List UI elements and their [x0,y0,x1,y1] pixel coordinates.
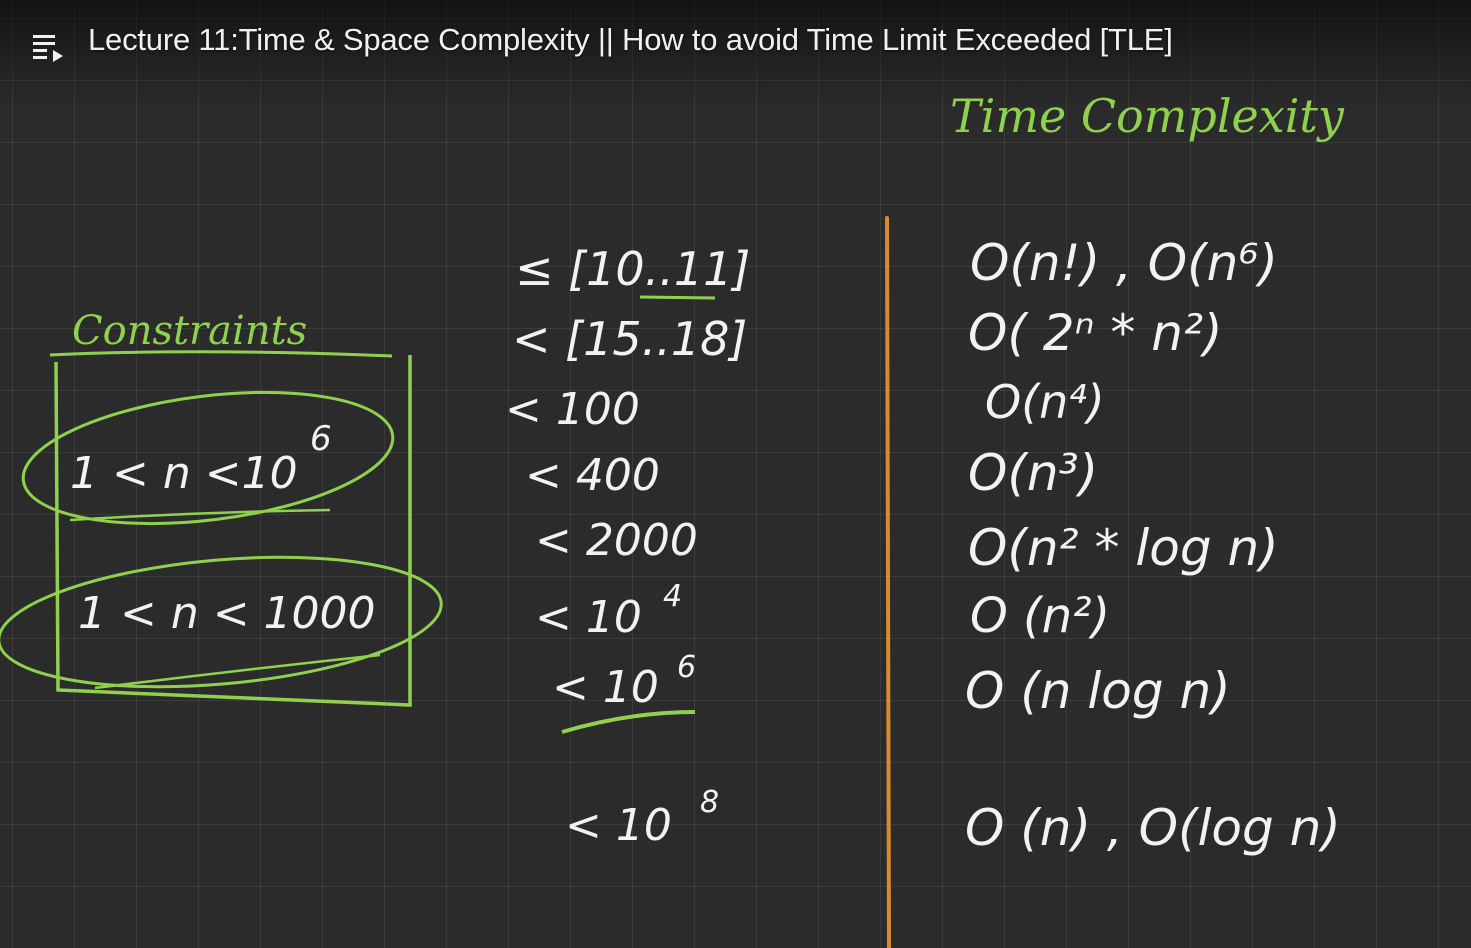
complexity-row-2: O( 2ⁿ * n²) [968,304,1223,362]
limit-row-2: < [15..18] [512,312,748,366]
limit-row-8: < 10 [565,800,672,851]
limit-row-5: < 2000 [535,515,698,566]
limit-row-7-underline [562,712,695,732]
column-divider [887,218,889,948]
playlist-glyph [26,26,66,66]
constraints-box [56,355,410,705]
complexity-row-4: O(n³) [968,444,1099,502]
constraint-example-1-underline [70,510,330,520]
complexity-column [965,234,1341,857]
constraint-example-1-exp: 6 [310,419,332,459]
limit-row-1: ≤ [10..11] [515,242,751,296]
constraints-label: Constraints [72,308,308,354]
complexity-row-7: O (n log n) [965,662,1231,720]
playlist-icon[interactable] [26,26,66,66]
limit-row-7: < 10 [552,662,659,713]
board-heading: Time Complexity [950,89,1344,143]
complexity-row-3: O(n⁴) [985,375,1105,429]
constraint-example-1: 1 < n <10 [70,448,298,499]
complexity-row-1: O(n!) , O(n⁶) [970,234,1278,292]
limit-row-1-underline [640,297,715,298]
video-top-bar [0,0,1471,90]
complexity-row-8: O (n) , O(log n) [965,799,1341,857]
limit-row-6: < 10 [535,592,642,643]
complexity-row-6: O (n²) [970,588,1111,644]
video-title[interactable]: Lecture 11:Time & Space Complexity || How to avoid Time Limit Exceeded [TLE] [88,22,1173,57]
constraint-example-2: 1 < n < 1000 [78,588,376,639]
complexity-row-5: O(n² * log n) [968,519,1279,577]
limit-row-3: < 100 [505,384,640,435]
limit-row-7-exp: 6 [677,650,697,685]
limit-row-8-exp: 8 [700,785,720,820]
limit-row-4: < 400 [525,450,660,501]
limits-column [505,242,750,851]
limit-row-6-exp: 4 [663,579,683,614]
